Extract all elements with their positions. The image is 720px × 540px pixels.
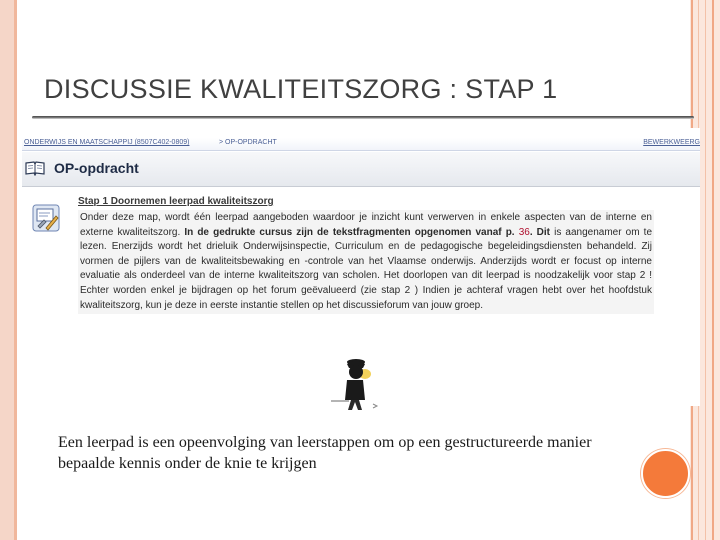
slide-title: DISCUSSIE KWALITEITSZORG : STAP 1	[44, 74, 558, 104]
edit-view-link[interactable]: BEWERKWEERG	[643, 139, 700, 146]
description-part: Onder deze map, wordt één leerpad aangeboden waardoor je inzicht kunt verwerven in enkele aspecten van de interne en externe kwaliteitszorg.	[80, 212, 652, 238]
step-title: Stap 1 Doornemen leerpad kwaliteitszorg	[78, 196, 274, 207]
description-bold: . Dit	[529, 226, 551, 238]
walking-figure-icon	[327, 356, 385, 414]
step-description	[78, 210, 654, 314]
page-header	[22, 152, 700, 187]
slide-border-left-line	[14, 0, 17, 540]
description-bold: In de gedrukte cursus zijn de tekstfragmenten opgenomen vanaf p.	[184, 226, 519, 238]
page-title: OP-opdracht	[54, 160, 139, 176]
decorative-circle	[641, 449, 690, 498]
slide-border-right-line	[712, 0, 714, 540]
description-part: is aangenamer om te lezen. Enerzijds wordt het drieluik Onderwijsinspectie, Curriculum en de pedagogische begeleidingsdiensten behandeld. Zij vormen de pijlers van de kwaliteitsbewaking en -controle van het Vlaamse onderwijs. Anderzijds wordt er focust op interne evaluatie als onderdeel van de interne kwaliteitszorg van scholen. Het doorlopen van dit leerpad is noodzakelijk voor stap 2 ! Echter worden enkel je bijdragen op het forum geëvalueerd (zie stap 2 ) Indien je achteraf vragen hebt over het hoofdstuk kwaliteitszorg, kun je deze in eerste instantie stellen op het discussieforum van jouw groep.	[80, 226, 652, 311]
slide-caption: Een leerpad is een opeenvolging van leerstappen om op een gestructureerde manier bepaalde kennis onder de knie te krijgen	[58, 434, 592, 472]
slide-border-left	[0, 0, 14, 540]
title-divider	[32, 116, 694, 119]
learning-path-icon[interactable]	[32, 204, 60, 232]
breadcrumb	[22, 138, 700, 151]
book-icon	[25, 161, 45, 176]
breadcrumb-link-course[interactable]: ONDERWIJS EN MAATSCHAPPIJ (8507C402-0809)	[24, 139, 190, 146]
breadcrumb-current	[219, 139, 277, 146]
slide-border-right-line	[705, 0, 706, 540]
breadcrumb-current-label: OP-OPDRACHT	[225, 139, 277, 146]
breadcrumb-separator: >	[219, 139, 226, 146]
page-reference: 36	[518, 226, 530, 238]
